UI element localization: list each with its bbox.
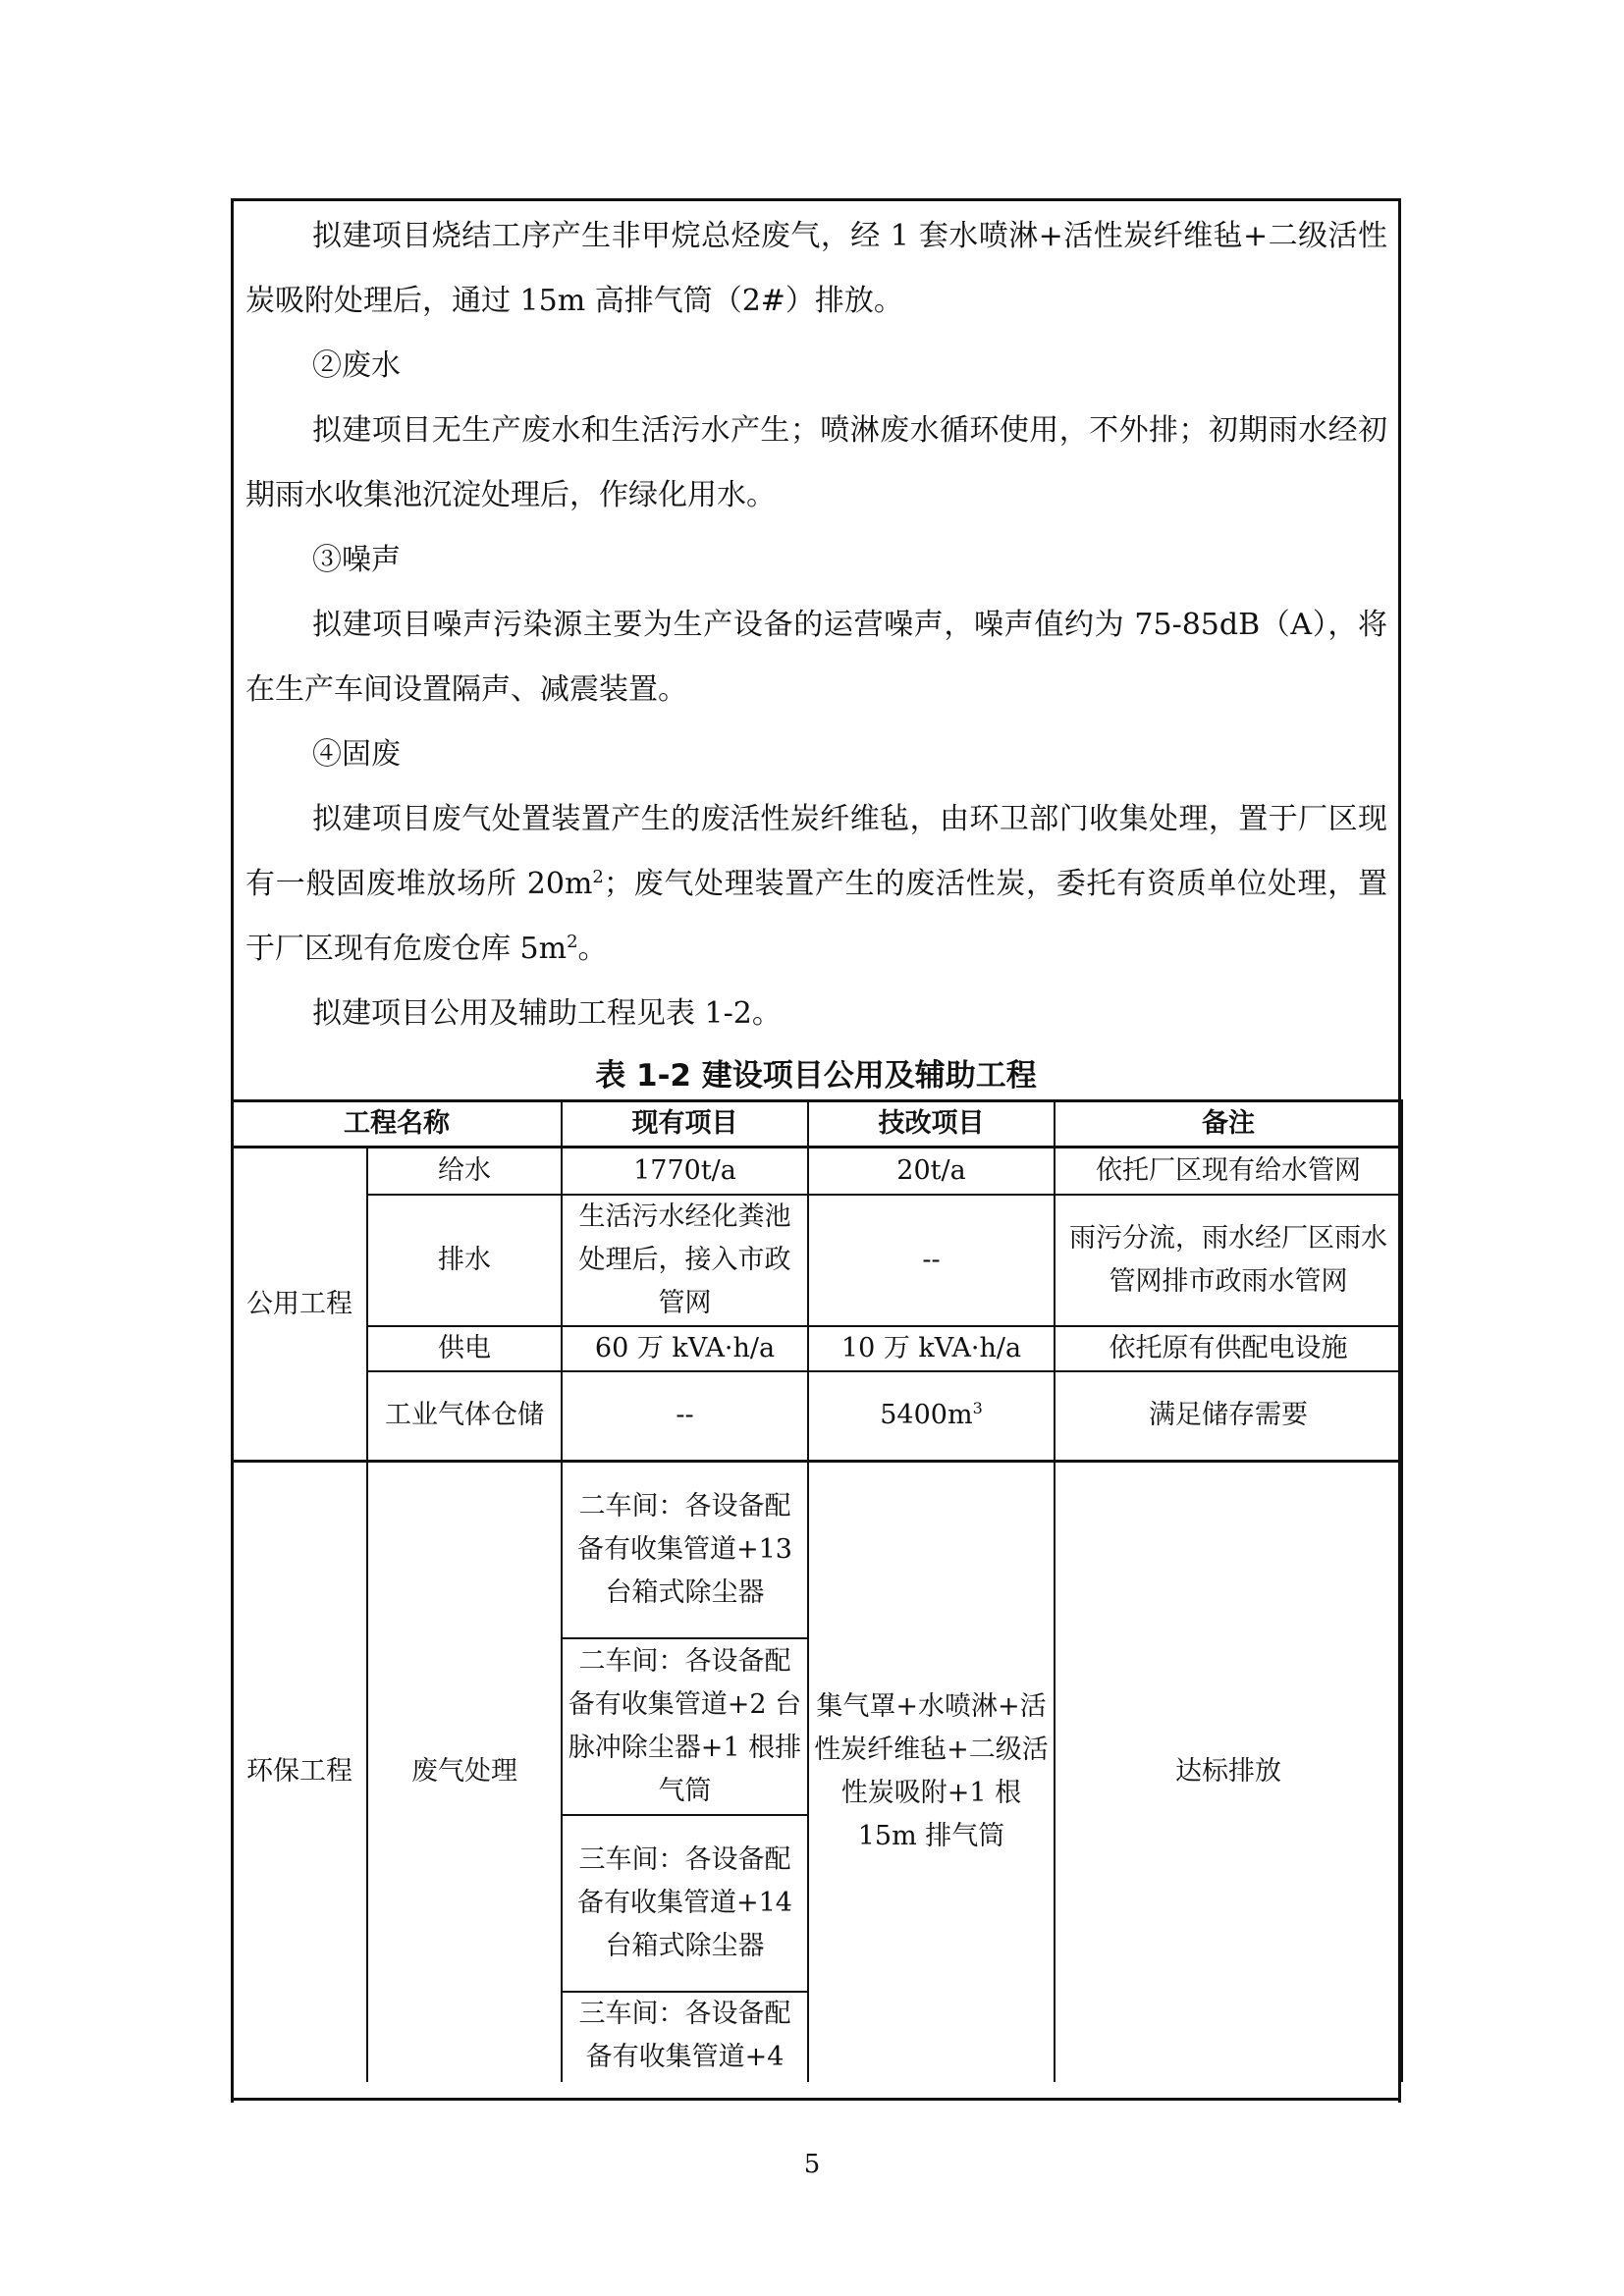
frame-bottom-border (231, 2098, 1401, 2101)
superscript-area-1: 2 (592, 867, 604, 887)
note-value: 依托厂区现有给水管网 (1055, 1148, 1402, 1195)
item-name: 排水 (367, 1195, 562, 1326)
existing-value: 二车间：各设备配备有收集管道+2 台脉冲除尘器+1 根排气筒 (562, 1638, 808, 1815)
upgrade-value: -- (808, 1195, 1055, 1326)
table-row (232, 1462, 1402, 1638)
existing-value: 生活污水经化粪池处理后，接入市政管网 (562, 1195, 808, 1326)
heading-wastewater: ②废水 (312, 348, 401, 383)
header-existing: 现有项目 (562, 1101, 808, 1148)
solid-waste-text-b: ；废气处理装置产生的废活性炭，委托有资质单位处理，置于厂区现有危废仓库 5m (245, 867, 1387, 966)
note-value: 达标排放 (1055, 1462, 1402, 2082)
page-number: 5 (803, 2150, 821, 2179)
existing-value: 60 万 kVA·h/a (562, 1326, 808, 1371)
table-row (232, 1371, 1402, 1462)
upgrade-value (808, 1371, 1055, 1462)
upgrade-value: 集气罩+水喷淋+活性炭纤维毡+二级活性炭吸附+1 根 15m 排气筒 (808, 1462, 1055, 2082)
solid-waste-text-c: 。 (577, 932, 608, 966)
upgrade-value: 10 万 kVA·h/a (808, 1326, 1055, 1371)
superscript-area-2: 2 (567, 932, 578, 952)
heading-noise: ③噪声 (312, 543, 401, 577)
header-project-name: 工程名称 (232, 1101, 562, 1148)
note-value: 依托原有供配电设施 (1055, 1326, 1402, 1371)
item-name: 给水 (367, 1148, 562, 1195)
note-value: 满足储存需要 (1055, 1371, 1402, 1462)
table-caption: 表 1-2 建设项目公用及辅助工程 (595, 1058, 1037, 1094)
table-header-row (232, 1101, 1402, 1148)
category-environmental: 环保工程 (232, 1462, 367, 2082)
item-name: 供电 (367, 1326, 562, 1371)
body-text (245, 204, 1387, 1046)
upgrade-value-superscript: 3 (972, 1399, 983, 1418)
paragraph-noise: 拟建项目噪声污染源主要为生产设备的运营噪声，噪声值约为 75-85dB（A），将在生产车间设置隔声、减震装置。 (245, 608, 1387, 707)
header-upgrade: 技改项目 (808, 1101, 1055, 1148)
upgrade-value-text: 5400m (880, 1400, 973, 1431)
table-row (232, 1195, 1402, 1326)
note-value: 雨污分流，雨水经厂区雨水管网排市政雨水管网 (1055, 1195, 1402, 1326)
header-note: 备注 (1055, 1101, 1402, 1148)
paragraph-solid-waste (245, 787, 1387, 982)
upgrade-value: 20t/a (808, 1148, 1055, 1195)
existing-value: 三车间：各设备配备有收集管道+14 台箱式除尘器 (562, 1815, 808, 1992)
heading-solid-waste: ④固废 (312, 737, 401, 772)
table-row (232, 1326, 1402, 1371)
existing-value: 1770t/a (562, 1148, 808, 1195)
project-table (231, 1099, 1403, 2082)
table-row (232, 1148, 1402, 1195)
existing-value: 二车间：各设备配备有收集管道+13 台箱式除尘器 (562, 1462, 808, 1638)
paragraph-exhaust: 拟建项目烧结工序产生非甲烷总烃废气，经 1 套水喷淋+活性炭纤维毡+二级活性炭吸附处理后，通过 15m 高排气筒（2#）排放。 (245, 219, 1387, 318)
paragraph-wastewater: 拟建项目无生产废水和生活污水产生；喷淋废水循环使用，不外排；初期雨水经初期雨水收集池沉淀处理后，作绿化用水。 (245, 413, 1387, 512)
solid-waste-text-a: 拟建项目废气处置装置产生的废活性炭纤维毡，由环卫部门收集处理，置于厂区现有一般固废堆放场所 20m (245, 802, 1387, 901)
item-name: 工业气体仓储 (367, 1371, 562, 1462)
paragraph-table-reference: 拟建项目公用及辅助工程见表 1-2。 (312, 996, 782, 1031)
category-public: 公用工程 (232, 1148, 367, 1462)
item-name: 废气处理 (367, 1462, 562, 2082)
existing-value: 三车间：各设备配备有收集管道+4 (562, 1992, 808, 2082)
existing-value: -- (562, 1371, 808, 1462)
